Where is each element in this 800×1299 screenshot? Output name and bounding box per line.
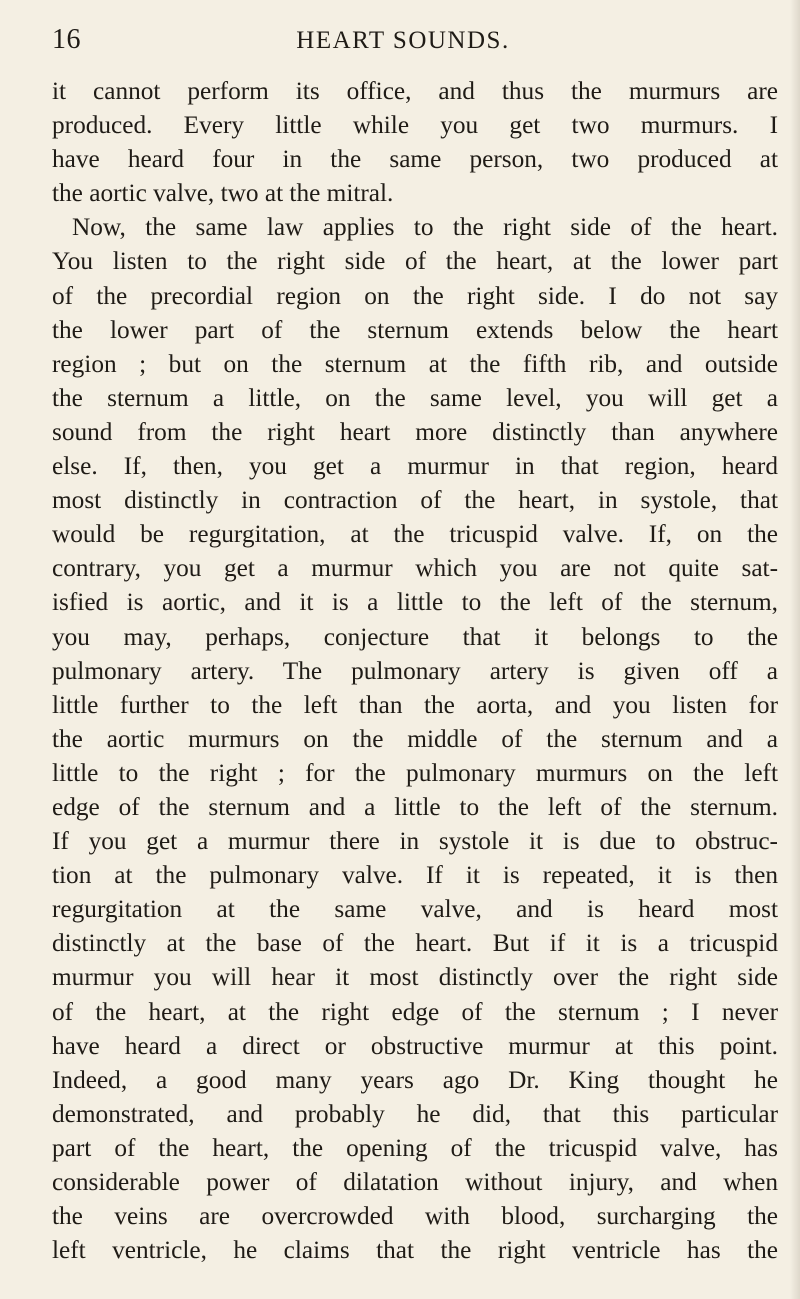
- text-line: tion at the pulmonary valve. If it is repeated, it is then: [52, 861, 778, 890]
- text-line: of the precordial region on the right side. I do not say: [52, 281, 778, 310]
- text-line: the veins are overcrowded with blood, surcharging the: [52, 1202, 778, 1231]
- text-line: would be regurgitation, at the tricuspid valve. If, on the: [52, 520, 778, 549]
- page-edge-shadow: [790, 0, 800, 1299]
- text-line: little to the right ; for the pulmonary murmurs on the left: [52, 758, 778, 787]
- text-line: produced. Every little while you get two murmurs. I: [52, 111, 778, 140]
- text-line: of the heart, at the right edge of the sternum ; I never: [52, 997, 778, 1026]
- text-line: else. If, then, you get a murmur in that region, heard: [52, 452, 778, 481]
- text-line: regurgitation at the same valve, and is heard most: [52, 895, 778, 924]
- text-line: contrary, you get a murmur which you are not quite sat-: [52, 554, 778, 583]
- text-line: isfied is aortic, and it is a little to the left of the sternum,: [52, 588, 778, 617]
- page-number: 16: [52, 24, 81, 55]
- text-line: murmur you will hear it most distinctly over the right side: [52, 963, 778, 992]
- text-line: region ; but on the sternum at the fifth rib, and outside: [52, 349, 778, 378]
- text-line: it cannot perform its office, and thus the murmurs are: [52, 77, 778, 105]
- body-text: [52, 74, 778, 1267]
- text-line: You listen to the right side of the heart, at the lower part: [52, 247, 778, 276]
- running-head: HEART SOUNDS.: [296, 27, 510, 54]
- text-line: Indeed, a good many years ago Dr. King thought he: [52, 1065, 778, 1094]
- text-line: the aortic valve, two at the mitral.: [52, 179, 394, 208]
- page-header: [52, 24, 778, 64]
- text-line: have heard four in the same person, two produced at: [52, 145, 778, 174]
- text-line: considerable power of dilatation without injury, and when: [52, 1168, 778, 1196]
- text-line: edge of the sternum and a little to the left of the sternum.: [52, 792, 778, 821]
- text-line: little further to the left than the aorta, and you listen for: [52, 690, 778, 719]
- text-line: part of the heart, the opening of the tricuspid valve, has: [52, 1133, 778, 1162]
- text-line: Now, the same law applies to the right side of the heart.: [72, 213, 778, 242]
- text-line: distinctly at the base of the heart. But if it is a tricuspid: [52, 929, 778, 958]
- text-line: sound from the right heart more distinctly than anywhere: [52, 417, 778, 446]
- text-line: the sternum a little, on the same level, you will get a: [52, 383, 778, 412]
- text-line: If you get a murmur there in systole it is due to obstruc-: [52, 827, 778, 856]
- text-line: demonstrated, and probably he did, that this particular: [52, 1099, 778, 1128]
- text-line: you may, perhaps, conjecture that it belongs to the: [52, 622, 778, 651]
- text-line: the lower part of the sternum extends below the heart: [52, 315, 778, 344]
- text-line: pulmonary artery. The pulmonary artery is given off a: [52, 656, 778, 685]
- text-line: left ventricle, he claims that the right ventricle has the: [52, 1236, 778, 1265]
- text-line: have heard a direct or obstructive murmur at this point.: [52, 1031, 778, 1060]
- text-line: the aortic murmurs on the middle of the sternum and a: [52, 724, 778, 753]
- text-line: most distinctly in contraction of the heart, in systole, that: [52, 486, 778, 515]
